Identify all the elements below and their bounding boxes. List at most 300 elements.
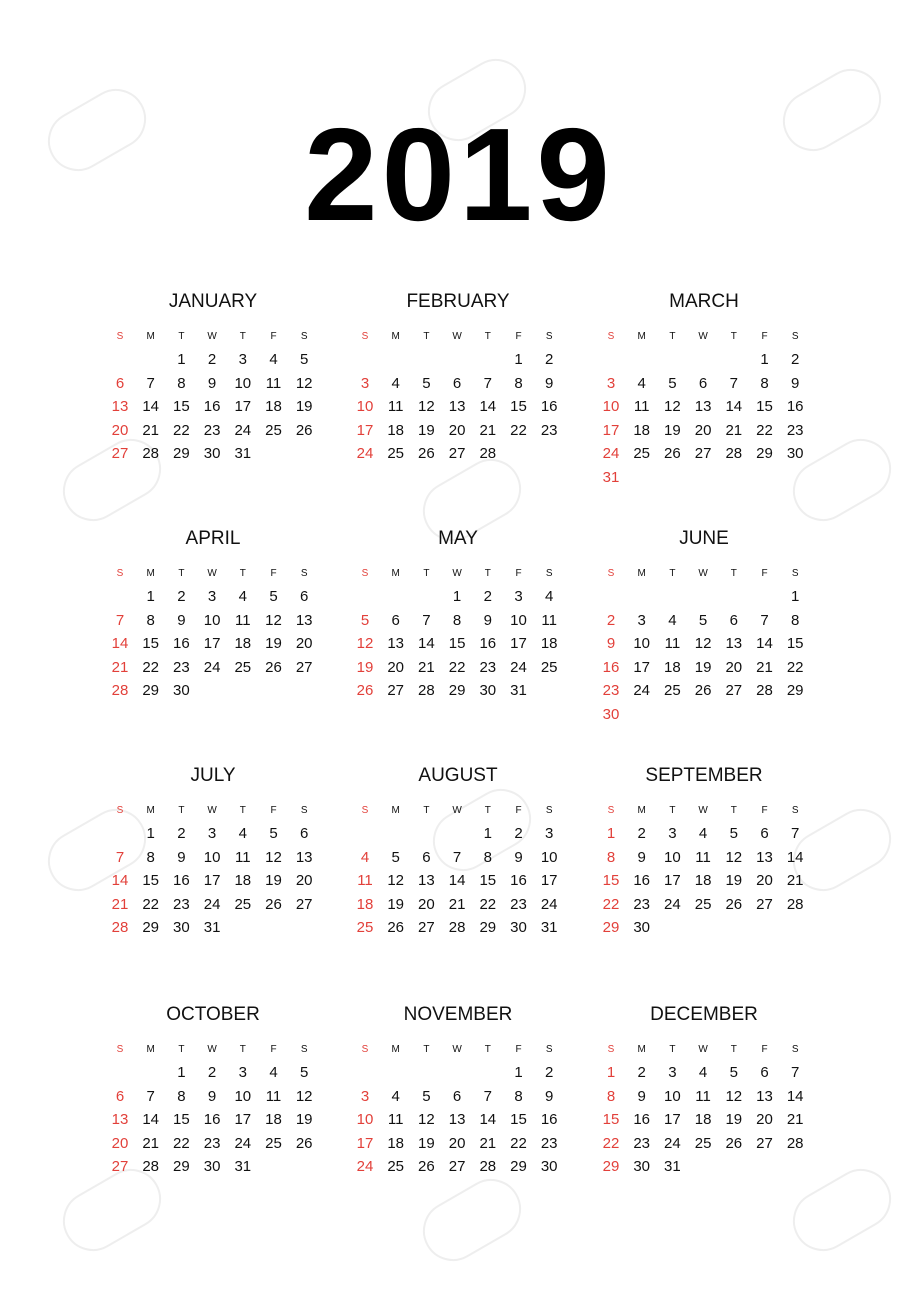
day-cell: 8: [760, 374, 769, 392]
weekday-header: T: [484, 568, 491, 579]
day-cell: 29: [142, 682, 160, 700]
day-cell: 27: [295, 658, 313, 676]
day-cell: 24: [203, 895, 221, 913]
day-cell: 27: [418, 919, 435, 937]
day-cell: 9: [177, 611, 186, 629]
day-cell: 4: [545, 588, 554, 605]
day-cell: 17: [664, 872, 681, 890]
day-cell: 28: [142, 445, 160, 463]
day-cell: 31: [234, 445, 252, 463]
day-cell: 8: [146, 611, 155, 629]
day-cell: 30: [173, 682, 190, 700]
day-cell: 13: [295, 848, 313, 866]
month-september: [596, 764, 812, 964]
weekday-header: S: [116, 568, 124, 579]
day-cell: 22: [602, 1134, 620, 1152]
day-cell: 24: [510, 658, 527, 676]
weekday-header: S: [116, 805, 124, 816]
weekday-header: W: [698, 331, 708, 342]
day-cell: 6: [391, 611, 400, 629]
day-cell: 24: [356, 1158, 374, 1176]
month-april: [105, 527, 321, 727]
day-cell: 5: [729, 1064, 738, 1081]
day-cell: 22: [142, 658, 160, 676]
day-cell: 13: [756, 848, 773, 866]
day-cell: 17: [664, 1111, 681, 1129]
day-cell: 16: [173, 635, 190, 653]
day-cell: 26: [295, 1134, 313, 1152]
day-cell: 27: [295, 895, 313, 913]
weekday-header: S: [300, 568, 308, 579]
day-cell: 3: [668, 825, 677, 842]
day-cell: 16: [633, 872, 651, 890]
day-cell: 17: [510, 635, 527, 653]
day-cell: 3: [545, 825, 554, 842]
month-may: [350, 527, 566, 727]
day-cell: 26: [694, 682, 712, 700]
day-cell: 12: [725, 848, 743, 866]
day-cell: 7: [452, 848, 462, 866]
weekday-header: S: [791, 1044, 799, 1055]
day-cell: 25: [234, 658, 252, 676]
day-cell: 10: [356, 1111, 374, 1129]
day-cell: 12: [295, 1087, 313, 1105]
day-cell: 2: [514, 825, 523, 842]
day-cell: 20: [295, 872, 313, 890]
weekday-header: T: [239, 568, 246, 579]
day-cell: 8: [514, 374, 523, 392]
day-cell: 19: [725, 872, 743, 890]
day-cell: 6: [115, 374, 125, 392]
day-cell: 14: [142, 1111, 160, 1129]
day-cell: 3: [514, 588, 523, 605]
day-cell: 13: [418, 872, 435, 890]
day-cell: 17: [633, 658, 651, 676]
day-cell: 23: [510, 895, 527, 913]
weekday-header: F: [270, 568, 277, 579]
day-cell: 23: [173, 658, 190, 676]
day-cell: 11: [387, 1111, 404, 1129]
month-october: [105, 1003, 321, 1203]
day-cell: 9: [514, 848, 523, 866]
day-cell: 20: [725, 658, 743, 676]
day-cell: 15: [602, 872, 620, 890]
day-cell: 9: [791, 374, 800, 392]
day-cell: 22: [602, 895, 620, 913]
day-cell: 2: [483, 588, 492, 605]
day-cell: 4: [269, 1064, 278, 1081]
day-cell: 11: [235, 848, 251, 866]
day-cell: 7: [483, 374, 492, 392]
day-cell: 5: [269, 825, 278, 842]
day-cell: 28: [786, 1134, 804, 1152]
day-cell: 20: [448, 421, 466, 439]
day-cell: 21: [142, 421, 160, 439]
day-cell: 21: [418, 658, 435, 676]
day-cell: 24: [356, 445, 374, 463]
day-cell: 12: [265, 611, 282, 629]
day-cell: 13: [111, 398, 129, 416]
day-cell: 18: [540, 635, 558, 653]
weekday-header: F: [761, 568, 768, 579]
day-cell: 6: [115, 1087, 125, 1105]
day-cell: 5: [422, 1087, 431, 1105]
day-cell: 6: [300, 588, 309, 605]
day-cell: 27: [387, 682, 405, 700]
day-cell: 3: [207, 825, 217, 842]
day-cell: 12: [387, 872, 405, 890]
day-cell: 30: [540, 1158, 558, 1176]
day-cell: 25: [387, 1158, 405, 1176]
day-cell: 12: [694, 635, 712, 653]
month-title: JUNE: [679, 528, 729, 549]
day-cell: 3: [606, 374, 616, 392]
day-cell: 10: [203, 848, 221, 866]
day-cell: 1: [514, 351, 523, 368]
day-cell: 2: [637, 825, 646, 842]
day-cell: 17: [540, 872, 558, 890]
day-cell: 5: [668, 374, 677, 392]
month-march: [596, 290, 812, 490]
day-cell: 28: [786, 895, 804, 913]
day-cell: 19: [418, 421, 435, 439]
day-cell: 15: [479, 872, 497, 890]
weekday-header: S: [300, 1044, 308, 1055]
weekday-header: W: [698, 805, 708, 816]
day-cell: 27: [111, 445, 129, 463]
day-cell: 8: [606, 1087, 616, 1105]
weekday-header: S: [300, 331, 308, 342]
day-cell: 23: [633, 895, 651, 913]
day-cell: 9: [207, 374, 217, 392]
day-cell: 11: [695, 848, 711, 866]
day-cell: 6: [729, 611, 738, 629]
day-cell: 26: [295, 421, 313, 439]
weekday-header: T: [239, 805, 246, 816]
day-cell: 24: [234, 1134, 252, 1152]
day-cell: 18: [633, 421, 651, 439]
day-cell: 25: [664, 682, 681, 700]
day-cell: 12: [356, 635, 374, 653]
month-july: [105, 764, 321, 964]
day-cell: 22: [786, 658, 804, 676]
day-cell: 8: [177, 1087, 186, 1105]
day-cell: 12: [295, 374, 313, 392]
day-cell: 25: [694, 1134, 712, 1152]
day-cell: 6: [698, 374, 708, 392]
day-cell: 4: [360, 848, 370, 866]
day-cell: 6: [300, 825, 309, 842]
day-cell: 16: [786, 398, 804, 416]
day-cell: 25: [265, 421, 282, 439]
day-cell: 22: [479, 895, 497, 913]
day-cell: 25: [633, 445, 651, 463]
day-cell: 25: [265, 1134, 282, 1152]
day-cell: 2: [791, 351, 800, 368]
month-june: [596, 527, 812, 727]
weekday-header: M: [637, 568, 646, 579]
day-cell: 13: [387, 635, 405, 653]
month-august: [350, 764, 566, 964]
month-title: NOVEMBER: [403, 1004, 513, 1025]
day-cell: 6: [760, 1064, 769, 1081]
day-cell: 25: [387, 445, 405, 463]
weekday-header: T: [423, 1044, 430, 1055]
day-cell: 25: [540, 658, 558, 676]
day-cell: 17: [203, 635, 221, 653]
month-title: FEBRUARY: [406, 291, 510, 312]
day-cell: 16: [479, 635, 497, 653]
day-cell: 29: [142, 919, 160, 937]
day-cell: 14: [111, 872, 129, 890]
day-cell: 14: [725, 398, 743, 416]
day-cell: 5: [360, 611, 370, 629]
day-cell: 19: [295, 398, 313, 416]
day-cell: 30: [602, 706, 620, 723]
day-cell: 9: [637, 848, 646, 866]
weekday-header: S: [116, 1044, 124, 1055]
day-cell: 9: [606, 635, 616, 653]
day-cell: 29: [173, 445, 190, 463]
day-cell: 6: [452, 1087, 462, 1105]
day-cell: 21: [479, 1134, 497, 1152]
day-cell: 23: [786, 421, 804, 439]
day-cell: 21: [479, 421, 497, 439]
day-cell: 4: [238, 588, 247, 605]
day-cell: 29: [448, 682, 466, 700]
day-cell: 31: [664, 1158, 681, 1176]
day-cell: 4: [637, 374, 646, 392]
day-cell: 14: [448, 872, 466, 890]
day-cell: 13: [448, 1111, 466, 1129]
day-cell: 2: [545, 1064, 554, 1081]
day-cell: 30: [510, 919, 527, 937]
day-cell: 10: [234, 1087, 252, 1105]
day-cell: 16: [540, 398, 558, 416]
day-cell: 30: [203, 1158, 221, 1176]
weekday-header: T: [178, 568, 185, 579]
day-cell: 19: [356, 658, 374, 676]
weekday-header: M: [391, 805, 400, 816]
day-cell: 7: [760, 611, 769, 629]
day-cell: 1: [606, 1064, 616, 1081]
day-cell: 12: [418, 1111, 435, 1129]
day-cell: 9: [637, 1087, 646, 1105]
day-cell: 15: [142, 635, 160, 653]
weekday-header: T: [730, 331, 737, 342]
day-cell: 19: [295, 1111, 313, 1129]
day-cell: 22: [448, 658, 466, 676]
day-cell: 2: [207, 1064, 217, 1081]
day-cell: 18: [664, 658, 681, 676]
weekday-header: S: [607, 331, 615, 342]
year-title: 2019: [304, 101, 614, 248]
weekday-header: T: [239, 1044, 246, 1055]
month-title: MARCH: [669, 291, 739, 312]
day-cell: 2: [177, 825, 186, 842]
month-title: JANUARY: [168, 291, 258, 312]
day-cell: 26: [387, 919, 405, 937]
weekday-header: F: [515, 331, 522, 342]
weekday-header: S: [607, 1044, 615, 1055]
day-cell: 13: [694, 398, 712, 416]
day-cell: 4: [391, 1087, 400, 1105]
day-cell: 25: [356, 919, 374, 937]
day-cell: 10: [633, 635, 651, 653]
month-title: SEPTEMBER: [645, 765, 763, 786]
day-cell: 17: [203, 872, 221, 890]
day-cell: 25: [694, 895, 712, 913]
day-cell: 26: [664, 445, 681, 463]
day-cell: 13: [725, 635, 743, 653]
day-cell: 14: [786, 1087, 804, 1105]
day-cell: 10: [203, 611, 221, 629]
weekday-header: W: [207, 805, 217, 816]
day-cell: 3: [238, 351, 247, 368]
day-cell: 7: [729, 374, 738, 392]
day-cell: 12: [265, 848, 282, 866]
month-january: [105, 290, 321, 490]
day-cell: 2: [545, 351, 554, 368]
day-cell: 30: [173, 919, 190, 937]
day-cell: 2: [606, 611, 616, 629]
day-cell: 30: [633, 919, 651, 937]
day-cell: 22: [510, 1134, 527, 1152]
day-cell: 19: [725, 1111, 743, 1129]
day-cell: 25: [234, 895, 252, 913]
day-cell: 19: [265, 872, 282, 890]
weekday-header: M: [391, 1044, 400, 1055]
day-cell: 23: [203, 421, 221, 439]
weekday-header: M: [391, 331, 400, 342]
day-cell: 29: [479, 919, 497, 937]
day-cell: 3: [637, 611, 646, 629]
day-cell: 20: [756, 1111, 773, 1129]
day-cell: 4: [269, 351, 278, 368]
day-cell: 12: [418, 398, 435, 416]
day-cell: 4: [698, 1064, 708, 1081]
day-cell: 9: [177, 848, 186, 866]
day-cell: 26: [265, 658, 282, 676]
day-cell: 18: [356, 895, 374, 913]
day-cell: 8: [146, 848, 155, 866]
day-cell: 27: [756, 1134, 773, 1152]
weekday-header: W: [698, 568, 708, 579]
month-february: [350, 290, 566, 490]
day-cell: 15: [448, 635, 466, 653]
day-cell: 18: [387, 421, 405, 439]
day-cell: 28: [111, 682, 129, 700]
day-cell: 17: [356, 421, 374, 439]
day-cell: 11: [664, 635, 681, 653]
day-cell: 11: [695, 1087, 711, 1105]
day-cell: 28: [111, 919, 129, 937]
day-cell: 23: [173, 895, 190, 913]
day-cell: 20: [756, 872, 773, 890]
weekday-header: S: [607, 805, 615, 816]
day-cell: 4: [391, 374, 400, 392]
day-cell: 27: [448, 445, 466, 463]
day-cell: 3: [360, 374, 370, 392]
day-cell: 10: [664, 848, 681, 866]
day-cell: 1: [177, 1064, 186, 1081]
day-cell: 31: [234, 1158, 252, 1176]
month-november: [350, 1003, 566, 1203]
day-cell: 7: [791, 825, 800, 842]
day-cell: 1: [452, 588, 462, 605]
day-cell: 24: [203, 658, 221, 676]
weekday-header: W: [207, 1044, 217, 1055]
day-cell: 27: [756, 895, 773, 913]
day-cell: 31: [602, 469, 620, 486]
day-cell: 23: [540, 1134, 558, 1152]
weekday-header: M: [146, 331, 155, 342]
day-cell: 24: [633, 682, 651, 700]
weekday-header: T: [484, 805, 491, 816]
day-cell: 1: [514, 1064, 523, 1081]
day-cell: 16: [540, 1111, 558, 1129]
day-cell: 18: [387, 1134, 405, 1152]
month-title: OCTOBER: [166, 1004, 260, 1025]
day-cell: 10: [234, 374, 252, 392]
day-cell: 29: [602, 919, 620, 937]
day-cell: 11: [541, 611, 557, 629]
day-cell: 14: [479, 1111, 497, 1129]
day-cell: 23: [602, 682, 620, 700]
weekday-header: S: [361, 1044, 369, 1055]
day-cell: 1: [483, 825, 492, 842]
day-cell: 20: [387, 658, 405, 676]
month-title: AUGUST: [418, 765, 498, 786]
day-cell: 13: [756, 1087, 773, 1105]
day-cell: 24: [664, 1134, 681, 1152]
day-cell: 29: [510, 1158, 527, 1176]
weekday-header: S: [361, 331, 369, 342]
weekday-header: F: [761, 1044, 768, 1055]
day-cell: 28: [448, 919, 466, 937]
day-cell: 30: [479, 682, 497, 700]
day-cell: 14: [479, 398, 497, 416]
day-cell: 19: [387, 895, 405, 913]
day-cell: 11: [387, 398, 404, 416]
day-cell: 23: [633, 1134, 651, 1152]
day-cell: 29: [173, 1158, 190, 1176]
weekday-header: S: [545, 568, 553, 579]
day-cell: 11: [265, 374, 282, 392]
day-cell: 18: [234, 872, 252, 890]
day-cell: 3: [238, 1064, 247, 1081]
day-cell: 9: [545, 1087, 554, 1105]
day-cell: 16: [203, 1111, 221, 1129]
weekday-header: T: [484, 331, 491, 342]
day-cell: 1: [146, 825, 155, 842]
day-cell: 22: [510, 421, 527, 439]
month-title: JULY: [190, 765, 236, 786]
day-cell: 8: [791, 611, 800, 629]
weekday-header: W: [452, 805, 462, 816]
day-cell: 29: [602, 1158, 620, 1176]
day-cell: 9: [483, 611, 492, 629]
day-cell: 5: [269, 588, 278, 605]
day-cell: 7: [115, 848, 125, 866]
day-cell: 29: [756, 445, 773, 463]
weekday-header: M: [146, 1044, 155, 1055]
weekday-header: F: [270, 805, 277, 816]
day-cell: 24: [234, 421, 252, 439]
day-cell: 22: [173, 421, 190, 439]
day-cell: 28: [725, 445, 743, 463]
day-cell: 21: [756, 658, 773, 676]
